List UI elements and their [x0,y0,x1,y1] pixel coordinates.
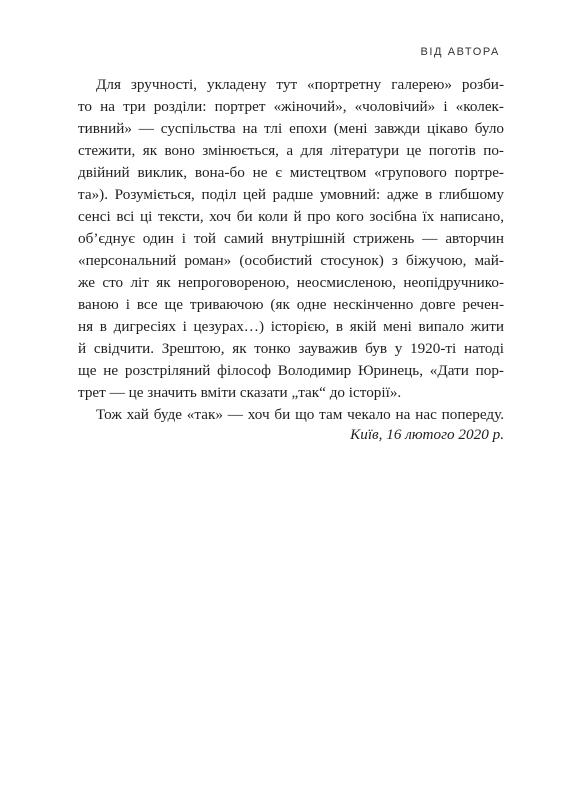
text-line: сенсі всі ці тексти, хоч би коли й про кого зосібна їх написано, [78,208,504,225]
text-line: трет — це значить вміти сказати „так“ до історії». [78,384,402,401]
text-line: «персональний роман» (особистий стосунок) з біжучою, май- [78,252,504,269]
text-line: об’єднує один і той самий внутрішній стрижень — авторчин [78,230,504,247]
text-line: ще не розстріляний філософ Володимир Юринець, «Дати пор- [78,362,504,379]
body-text [78,74,504,426]
text-line: тивний» — суспільства на тлі епохи (мені завжди цікаво було [78,120,504,137]
text-line: стежити, як воно змінюється, а для літератури це поготів по- [78,142,504,159]
signature-place-date: Київ, 16 лютого 2020 р. [350,426,504,443]
running-head: ВІД АВТОРА [420,46,500,58]
text-line: й свідчити. Зрештою, як тонко зауважив був у 1920-ті натоді [78,340,504,357]
text-line: Для зручності, укладену тут «портретну галерею» розби- [96,76,504,93]
text-line: двійний виклик, вона-бо не є мистецтвом «групового портре- [78,164,504,181]
text-line: же сто літ як непроговореною, неосмисленою, неопідручнико- [78,274,504,291]
text-line: ваною і все ще триваючою (як одне нескінченно довге речен- [78,296,504,313]
text-line: ня в дигресіях і цезурах…) історією, в якій мені випало жити [78,318,504,335]
text-line: то на три розділи: портрет «жіночий», «чоловічий» і «колек- [78,98,504,115]
text-line: Тож хай буде «так» — хоч би що там чекало на нас попереду. [96,406,504,423]
text-line: та»). Розуміється, поділ цей радше умовний: адже в глибшому [78,186,504,203]
